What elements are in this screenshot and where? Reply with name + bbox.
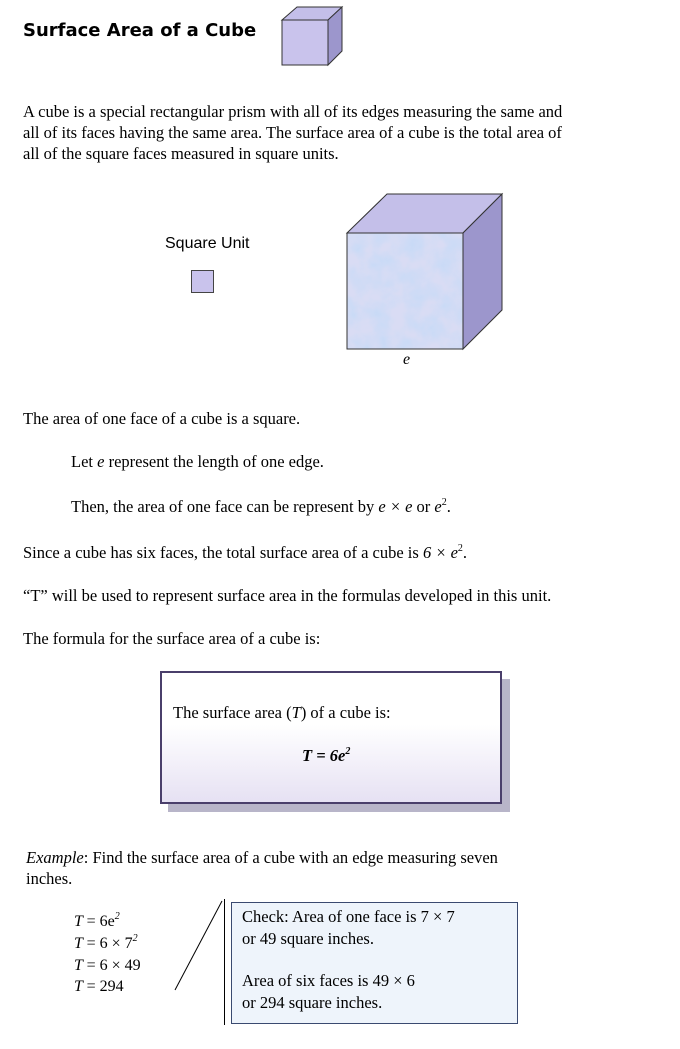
intro-line-2: all of its faces having the same area. The surface area of a cube is the total area of [23, 123, 562, 142]
check-line-4: or 294 square inches. [242, 993, 383, 1012]
example-line-1: Example: Find the surface area of a cube with an edge measuring seven [26, 848, 498, 867]
divider-line [224, 899, 225, 1025]
intro-line-3: all of the square faces measured in square units. [23, 144, 339, 163]
callout-pointer [170, 895, 230, 995]
page-title: Surface Area of a Cube [23, 20, 257, 41]
step-4: T = 294 [74, 978, 124, 995]
intro-line-1: A cube is a special rectangular prism with all of its edges measuring the same and [23, 102, 563, 121]
formula: $T = 6e^2$ [302, 746, 351, 765]
let-sentence: Let e represent the length of one edge. [71, 452, 324, 471]
square-unit [191, 270, 214, 293]
step-3: T = 6 × 49 [74, 957, 141, 974]
step-1: $T = 6e^2$ [74, 911, 120, 930]
formula-intro: The formula for the surface area of a cube is: [23, 629, 321, 648]
step-2: $T = 6 \times 7^2$ [74, 933, 138, 952]
square-unit-label: Square Unit [165, 235, 250, 252]
edge-label: e [403, 351, 411, 368]
check-box [231, 902, 518, 1024]
cube-diagram [340, 188, 510, 358]
cube-icon [276, 3, 346, 69]
face-sentence: The area of one face of a cube is a square. [23, 409, 301, 428]
six-faces-sentence: Since a cube has six faces, the total surface area of a cube is $6 \times e^2$. [23, 543, 468, 562]
formula-box-line: The surface area (T) of a cube is: [173, 703, 391, 722]
t-sentence: “T” will be used to represent surface area in the formulas developed in this unit. [23, 586, 552, 605]
then-sentence: Then, the area of one face can be represent by e × e or $e^2$. [71, 497, 451, 516]
check-line-3: Area of six faces is 49 × 6 [242, 971, 415, 990]
example-line-2: inches. [26, 869, 73, 888]
check-line-2: or 49 square inches. [242, 929, 374, 948]
check-line-1: Check: Area of one face is 7 × 7 [242, 907, 455, 926]
example-steps [74, 913, 141, 999]
formula-box [160, 671, 502, 804]
